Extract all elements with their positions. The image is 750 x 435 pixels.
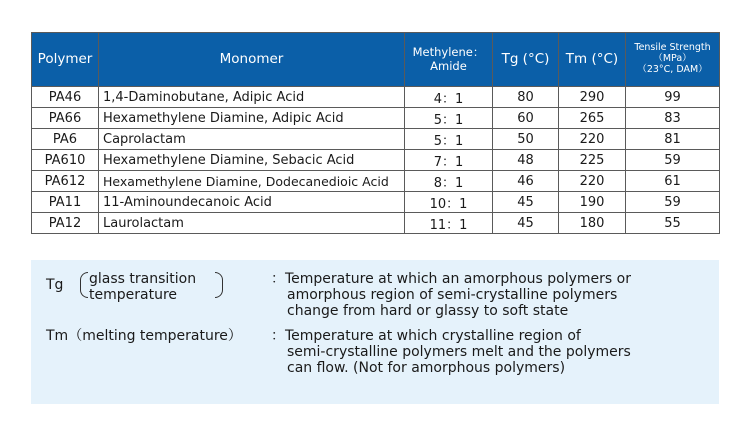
tg-def-line2: amorphous region of semi-crystalline polymers	[287, 287, 618, 303]
header-methylene-amide	[405, 33, 493, 87]
table-row	[32, 192, 720, 213]
tg-desc-line2: temperature	[89, 287, 177, 303]
header-polymer: Polymer	[32, 33, 99, 87]
header-tg: Tg (°C)	[493, 33, 559, 87]
cell-monomer: Laurolactam	[99, 213, 405, 234]
cell-tm: 290	[559, 87, 626, 108]
table-row	[32, 108, 720, 129]
table-header-row	[32, 33, 720, 87]
cell-monomer: Hexamethylene Diamine, Dodecanedioic Acid	[99, 171, 405, 192]
cell-polymer: PA11	[32, 192, 99, 213]
header-methylene-line1: Methylene：	[412, 45, 485, 60]
header-tensile-line1: Tensile Strength	[634, 42, 711, 54]
cell-tensile: 99	[626, 87, 720, 108]
cell-tensile: 55	[626, 213, 720, 234]
cell-polymer: PA6	[32, 129, 99, 150]
cell-tg: 46	[493, 171, 559, 192]
cell-polymer: PA612	[32, 171, 99, 192]
header-tensile-line2: （MPa）	[653, 53, 692, 65]
header-tm: Tm (°C)	[559, 33, 626, 87]
cell-tg: 45	[493, 213, 559, 234]
definitions-panel	[31, 260, 719, 404]
cell-ratio: 4：1	[405, 87, 493, 108]
tg-term: Tg	[46, 277, 64, 293]
header-methylene-line2: Amide	[430, 58, 467, 73]
cell-tg: 48	[493, 150, 559, 171]
cell-tm: 220	[559, 129, 626, 150]
cell-ratio: 5：1	[405, 108, 493, 129]
cell-ratio: 11：1	[405, 213, 493, 234]
cell-ratio: 5：1	[405, 129, 493, 150]
cell-ratio: 10：1	[405, 192, 493, 213]
cell-polymer: PA610	[32, 150, 99, 171]
cell-monomer: Hexamethylene Diamine, Sebacic Acid	[99, 150, 405, 171]
table-row	[32, 129, 720, 150]
cell-tensile: 59	[626, 150, 720, 171]
cell-tm: 265	[559, 108, 626, 129]
tm-def-line1: ：Temperature at which crystalline region of	[271, 328, 581, 344]
table-row	[32, 171, 720, 192]
cell-tg: 45	[493, 192, 559, 213]
header-monomer: Monomer	[99, 33, 405, 87]
cell-tensile: 81	[626, 129, 720, 150]
tm-def-line2: semi-crystalline polymers melt and the polymers	[287, 344, 631, 360]
cell-tm: 190	[559, 192, 626, 213]
table-row	[32, 213, 720, 234]
cell-tensile: 61	[626, 171, 720, 192]
cell-polymer: PA66	[32, 108, 99, 129]
tg-open-paren	[80, 272, 88, 298]
cell-monomer: Caprolactam	[99, 129, 405, 150]
cell-monomer: 1,4-Daminobutane, Adipic Acid	[99, 87, 405, 108]
cell-tg: 60	[493, 108, 559, 129]
cell-polymer: PA46	[32, 87, 99, 108]
tg-close-paren	[215, 272, 223, 298]
table-row	[32, 87, 720, 108]
tg-desc-line1: glass transition	[89, 271, 197, 287]
cell-ratio: 7：1	[405, 150, 493, 171]
table-row	[32, 150, 720, 171]
tm-term: Tm（melting temperature）	[46, 328, 242, 344]
header-tensile-strength	[626, 33, 720, 87]
tm-def-line3: can flow. (Not for amorphous polymers)	[287, 360, 566, 376]
cell-monomer: Hexamethylene Diamine, Adipic Acid	[99, 108, 405, 129]
tg-def-line3: change from hard or glassy to soft state	[287, 303, 569, 319]
cell-tensile: 83	[626, 108, 720, 129]
cell-ratio: 8：1	[405, 171, 493, 192]
header-tensile-line3: （23°C, DAM）	[637, 63, 708, 75]
cell-tg: 80	[493, 87, 559, 108]
cell-tg: 50	[493, 129, 559, 150]
cell-tm: 225	[559, 150, 626, 171]
tg-def-line1: ：Temperature at which an amorphous polymers or	[271, 271, 631, 287]
cell-tm: 180	[559, 213, 626, 234]
cell-polymer: PA12	[32, 213, 99, 234]
cell-tensile: 59	[626, 192, 720, 213]
cell-monomer: 11-Aminoundecanoic Acid	[99, 192, 405, 213]
cell-tm: 220	[559, 171, 626, 192]
polymer-properties-table	[31, 32, 720, 234]
